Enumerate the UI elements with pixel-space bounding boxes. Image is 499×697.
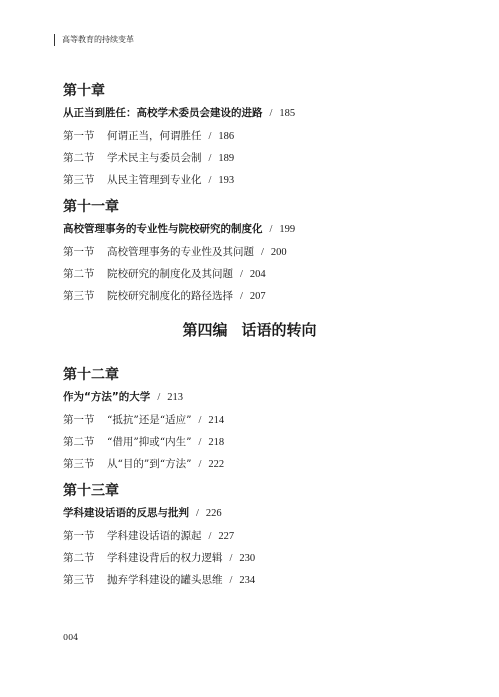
separator: / xyxy=(240,269,243,280)
part-number: 第四编 xyxy=(182,321,228,339)
separator: / xyxy=(208,531,212,542)
section-title: 从“目的”到“方法” xyxy=(107,458,192,470)
section-number: 第二节 xyxy=(63,268,95,280)
section-title: 学科建设背后的权力逻辑 xyxy=(107,552,223,564)
section-entry xyxy=(63,290,295,303)
separator: / xyxy=(198,437,202,448)
chapter-title: 第十一章 xyxy=(63,199,119,215)
section-entry xyxy=(63,436,224,449)
chapter-10 xyxy=(63,82,295,196)
page-number: 230 xyxy=(239,553,256,564)
chapter-subtitle xyxy=(63,506,255,521)
part-heading xyxy=(0,321,499,339)
section-entry xyxy=(63,530,255,543)
section-number: 第三节 xyxy=(63,458,95,470)
page-number: 213 xyxy=(167,392,183,403)
page-number: 193 xyxy=(218,175,235,186)
chapter-subtitle-text: 从正当到胜任：高校学术委员会建设的进路 xyxy=(63,107,263,119)
separator: / xyxy=(198,415,202,426)
section-entry xyxy=(63,130,295,143)
section-entry xyxy=(63,152,295,165)
running-head: 高等教育的持续变革 xyxy=(54,34,134,46)
chapter-subtitle-text: 作为“方法”的大学 xyxy=(63,391,151,403)
section-number: 第一节 xyxy=(63,130,95,142)
separator: / xyxy=(208,153,212,164)
part-title: 话语的转向 xyxy=(241,321,317,339)
section-number: 第二节 xyxy=(63,436,95,448)
page-number: 199 xyxy=(279,224,296,235)
separator: / xyxy=(261,247,264,258)
chapter-subtitle xyxy=(63,222,295,237)
page-number: 185 xyxy=(279,108,296,119)
page-folio: 004 xyxy=(63,633,79,642)
chapter-title: 第十二章 xyxy=(63,367,119,383)
separator: / xyxy=(157,392,161,403)
separator: / xyxy=(198,459,202,470)
section-entry xyxy=(63,552,255,565)
page-number: 207 xyxy=(249,291,266,302)
section-title: 抛弃学科建设的罐头思维 xyxy=(107,574,223,586)
section-title: 学术民主与委员会制 xyxy=(107,152,202,164)
page-number: 222 xyxy=(208,459,225,470)
section-number: 第一节 xyxy=(63,246,95,258)
chapter-subtitle xyxy=(63,106,295,121)
section-title: 学科建设话语的源起 xyxy=(107,530,202,542)
separator: / xyxy=(229,575,233,586)
chapter-13 xyxy=(63,482,255,596)
page-number: 234 xyxy=(239,575,256,586)
chapter-subtitle xyxy=(63,390,224,405)
section-title: 从民主管理到专业化 xyxy=(107,174,202,186)
section-entry xyxy=(63,174,295,187)
page-number: 200 xyxy=(270,247,287,258)
section-title: “借用”抑或“内生” xyxy=(107,436,192,448)
page-number: 204 xyxy=(249,269,266,280)
section-number: 第二节 xyxy=(63,152,95,164)
separator: / xyxy=(229,553,233,564)
section-entry xyxy=(63,414,224,427)
section-number: 第三节 xyxy=(63,174,95,186)
section-title: 何谓正当，何谓胜任 xyxy=(107,130,202,142)
chapter-title: 第十章 xyxy=(63,83,105,99)
section-number: 第一节 xyxy=(63,530,95,542)
separator: / xyxy=(269,224,273,235)
section-title: 高校管理事务的专业性及其问题 xyxy=(107,246,254,258)
separator: / xyxy=(208,131,212,142)
page-number: 186 xyxy=(218,131,235,142)
separator: / xyxy=(208,175,212,186)
section-title: 院校研究制度化的路径选择 xyxy=(107,290,233,302)
page-number: 227 xyxy=(218,531,235,542)
chapter-subtitle-text: 学科建设话语的反思与批判 xyxy=(63,507,189,519)
section-entry xyxy=(63,246,295,259)
section-title: 院校研究的制度化及其问题 xyxy=(107,268,233,280)
section-entry xyxy=(63,458,224,471)
separator: / xyxy=(269,108,273,119)
section-number: 第一节 xyxy=(63,414,95,426)
section-title: “抵抗”还是“适应” xyxy=(107,414,192,426)
section-entry xyxy=(63,574,255,587)
separator: / xyxy=(240,291,243,302)
chapter-title: 第十三章 xyxy=(63,483,119,499)
page-number: 226 xyxy=(205,508,222,519)
chapter-11 xyxy=(63,198,295,312)
page-number: 189 xyxy=(218,153,235,164)
section-number: 第三节 xyxy=(63,574,95,586)
section-number: 第二节 xyxy=(63,552,95,564)
page-number: 218 xyxy=(208,437,225,448)
page-number: 214 xyxy=(208,415,225,426)
separator: / xyxy=(196,508,199,519)
chapter-12 xyxy=(63,366,224,480)
chapter-subtitle-text: 高校管理事务的专业性与院校研究的制度化 xyxy=(63,223,263,235)
section-entry xyxy=(63,268,295,281)
section-number: 第三节 xyxy=(63,290,95,302)
